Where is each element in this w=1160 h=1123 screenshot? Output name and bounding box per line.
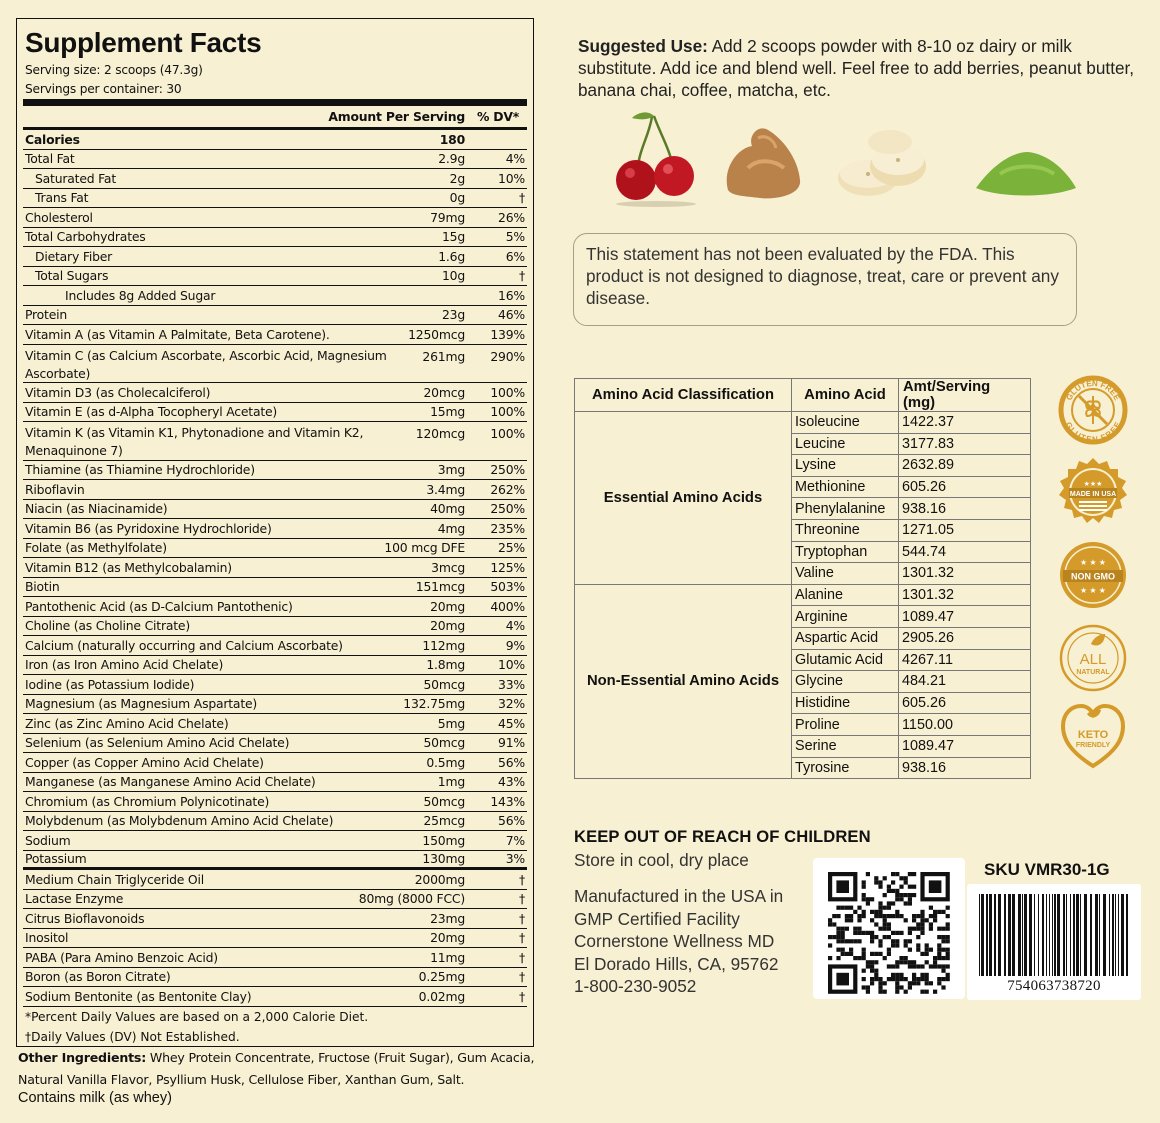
nutrient-name: Sodium Bentonite (as Bentonite Clay) bbox=[25, 988, 252, 1004]
nutrient-dv: 43% bbox=[498, 774, 525, 790]
nutrient-name: Total Fat bbox=[25, 151, 75, 167]
nutrient-amount: 3mg bbox=[437, 462, 465, 478]
nutrient-amount: 5mg bbox=[437, 715, 465, 731]
amino-acid-amount: 2632.89 bbox=[899, 455, 1031, 477]
manufacturer-line: El Dorado Hills, CA, 95762 bbox=[574, 953, 779, 974]
amino-acid-name: Glutamic Acid bbox=[792, 649, 899, 671]
amino-classification: Non-Essential Amino Acids bbox=[575, 584, 792, 778]
amino-acid-amount: 1301.32 bbox=[899, 584, 1031, 606]
amount-per-serving-header: Amount Per Serving bbox=[328, 109, 465, 124]
banana-slices-icon bbox=[830, 108, 930, 208]
facts-row bbox=[23, 890, 527, 910]
nutrient-amount: 10g bbox=[441, 268, 465, 284]
keep-out-warning: KEEP OUT OF REACH OF CHILDREN bbox=[574, 827, 871, 846]
nutrient-amount: 130mg bbox=[422, 851, 465, 867]
calories-row bbox=[23, 130, 527, 150]
amino-classification: Essential Amino Acids bbox=[575, 412, 792, 585]
facts-row bbox=[23, 929, 527, 949]
nutrient-amount: 0g bbox=[449, 190, 465, 206]
amino-acid-amount: 484.21 bbox=[899, 671, 1031, 693]
nutrient-dv: † bbox=[519, 910, 525, 926]
nutrient-amount: 120mcg bbox=[415, 426, 465, 441]
nutrient-dv: † bbox=[519, 949, 525, 965]
non-gmo-text: NON GMO bbox=[1071, 571, 1115, 582]
nutrient-dv: 33% bbox=[498, 676, 525, 692]
nutrient-name: Biotin bbox=[25, 579, 60, 595]
nutrient-name: Vitamin B12 (as Methylcobalamin) bbox=[25, 559, 232, 575]
facts-row bbox=[23, 714, 527, 734]
facts-row bbox=[23, 150, 527, 170]
amino-acid-name: Glycine bbox=[792, 671, 899, 693]
nutrient-amount: 150mg bbox=[422, 832, 465, 848]
sku-label: SKU VMR30-1G bbox=[984, 860, 1110, 879]
facts-row bbox=[23, 558, 527, 578]
facts-row bbox=[23, 519, 527, 539]
amino-acid-name: Leucine bbox=[792, 433, 899, 455]
nutrient-dv: 139% bbox=[490, 326, 525, 342]
nutrient-dv: 5% bbox=[505, 229, 525, 245]
supplement-facts-panel bbox=[16, 18, 534, 1047]
nutrient-amount: 50mcg bbox=[423, 676, 465, 692]
nutrient-name: PABA (Para Amino Benzoic Acid) bbox=[25, 949, 218, 965]
nutrient-dv: 26% bbox=[498, 209, 525, 225]
nutrient-name: Total Sugars bbox=[35, 268, 109, 284]
amino-body bbox=[575, 412, 1031, 779]
nutrient-amount: 3mcg bbox=[431, 559, 465, 575]
nutrient-amount: 0.5mg bbox=[426, 754, 465, 770]
amino-acid-amount: 1089.47 bbox=[899, 735, 1031, 757]
nutrient-dv: 262% bbox=[490, 481, 525, 497]
nutrient-name: Chromium (as Chromium Polynicotinate) bbox=[25, 793, 270, 809]
nutrient-name: Vitamin K (as Vitamin K1, Phytonadione and Vitamin K2, Menaquinone 7) bbox=[25, 425, 364, 458]
nutrient-amount: 0.25mg bbox=[418, 969, 465, 985]
fda-disclaimer: This statement has not been evaluated by the FDA. This product is not designed to diagnose, treat, care or prevent any disease. bbox=[573, 233, 1077, 326]
nutrient-dv: 235% bbox=[490, 520, 525, 536]
suggested-use-label: Suggested Use: bbox=[578, 36, 708, 56]
nutrient-amount: 80mg (8000 FCC) bbox=[358, 891, 465, 907]
nutrient-name: Vitamin A (as Vitamin A Palmitate, Beta Carotene). bbox=[25, 326, 330, 342]
allergen-statement: Contains milk (as whey) bbox=[18, 1090, 172, 1106]
nutrient-dv: † bbox=[519, 871, 525, 887]
nutrient-dv: 400% bbox=[490, 598, 525, 614]
nutrient-name: Trans Fat bbox=[35, 190, 89, 206]
facts-row bbox=[23, 812, 527, 832]
calories-value: 180 bbox=[439, 131, 465, 147]
nutrient-dv: 503% bbox=[490, 579, 525, 595]
nutrient-name: Medium Chain Triglyceride Oil bbox=[25, 871, 204, 887]
dv-header: % DV* bbox=[476, 109, 520, 124]
facts-row bbox=[23, 403, 527, 423]
nutrient-name: Manganese (as Manganese Amino Acid Chelate) bbox=[25, 774, 316, 790]
nutrient-dv: 250% bbox=[490, 501, 525, 517]
barcode bbox=[967, 884, 1141, 1000]
nutrient-name: Cholesterol bbox=[25, 209, 93, 225]
nutrient-name: Vitamin C (as Calcium Ascorbate, Ascorbic Acid, Magnesium Ascorbate) bbox=[25, 347, 387, 381]
qr-code-icon bbox=[813, 858, 965, 999]
keto-top-text: KETO bbox=[1077, 729, 1109, 741]
all-natural-bottom-text: NATURAL bbox=[1076, 669, 1110, 676]
nutrient-name: Vitamin D3 (as Cholecalciferol) bbox=[25, 384, 211, 400]
all-natural-badge-icon bbox=[1057, 622, 1129, 694]
facts-row bbox=[23, 345, 527, 384]
nutrient-dv: † bbox=[519, 268, 525, 284]
amino-acid-amount: 544.74 bbox=[899, 541, 1031, 563]
nutrient-dv: 56% bbox=[498, 754, 525, 770]
facts-row bbox=[23, 480, 527, 500]
nutrient-dv: 3% bbox=[505, 851, 525, 867]
facts-row bbox=[23, 734, 527, 754]
nutrient-name: Molybdenum (as Molybdenum Amino Acid Chelate) bbox=[25, 813, 334, 829]
amino-acid-amount: 1422.37 bbox=[899, 412, 1031, 434]
nutrient-dv: 25% bbox=[498, 540, 525, 556]
facts-row bbox=[23, 189, 527, 209]
nutrient-amount: 132.75mg bbox=[403, 696, 465, 712]
nutrient-name: Magnesium (as Magnesium Aspartate) bbox=[25, 696, 258, 712]
nutrient-dv: 91% bbox=[498, 735, 525, 751]
nutrient-name: Copper (as Copper Amino Acid Chelate) bbox=[25, 754, 264, 770]
facts-row bbox=[23, 208, 527, 228]
amino-acid-amount: 938.16 bbox=[899, 498, 1031, 520]
amino-acid-amount: 605.26 bbox=[899, 476, 1031, 498]
nutrient-amount: 15g bbox=[441, 229, 465, 245]
amino-acid-amount: 3177.83 bbox=[899, 433, 1031, 455]
amino-row bbox=[575, 584, 1031, 606]
facts-row bbox=[23, 695, 527, 715]
gluten-free-badge-icon bbox=[1057, 374, 1129, 446]
facts-row bbox=[23, 306, 527, 326]
amino-acid-name: Lysine bbox=[792, 455, 899, 477]
nutrient-dv: 100% bbox=[490, 404, 525, 420]
nutrient-name: Pantothenic Acid (as D-Calcium Pantothenic) bbox=[25, 598, 293, 614]
nutrient-name: Citrus Bioflavonoids bbox=[25, 910, 145, 926]
facts-row bbox=[23, 968, 527, 988]
amino-acid-amount: 4267.11 bbox=[899, 649, 1031, 671]
svg-text:★ ★ ★: ★ ★ ★ bbox=[1080, 558, 1106, 567]
made-in-usa-text: MADE IN USA bbox=[1069, 491, 1117, 498]
nutrient-dv: 250% bbox=[490, 462, 525, 478]
amino-acid-name: Alanine bbox=[792, 584, 899, 606]
keto-bottom-text: FRIENDLY bbox=[1075, 742, 1111, 749]
nutrient-dv: 6% bbox=[505, 248, 525, 264]
nutrient-dv: 56% bbox=[498, 813, 525, 829]
suggested-use bbox=[578, 35, 1138, 101]
nutrient-amount: 20mg bbox=[430, 930, 465, 946]
nutrient-dv: 125% bbox=[490, 559, 525, 575]
amino-acid-name: Phenylalanine bbox=[792, 498, 899, 520]
facts-row bbox=[23, 325, 527, 345]
nutrient-amount: 20mg bbox=[430, 618, 465, 634]
food-images bbox=[600, 108, 1120, 208]
serving-size: Serving size: 2 scoops (47.3g) bbox=[25, 63, 203, 77]
nutrient-amount: 2000mg bbox=[414, 871, 465, 887]
amino-acid-name: Histidine bbox=[792, 692, 899, 714]
facts-row bbox=[23, 500, 527, 520]
nutrient-amount: 1mg bbox=[437, 774, 465, 790]
nutrient-dv: † bbox=[519, 891, 525, 907]
nutrient-name: Vitamin E (as d-Alpha Tocopheryl Acetate) bbox=[25, 404, 278, 420]
nutrient-amount: 2.9g bbox=[438, 151, 465, 167]
facts-row bbox=[23, 909, 527, 929]
all-natural-top-text: ALL bbox=[1079, 651, 1107, 668]
nutrient-dv: 100% bbox=[490, 384, 525, 400]
nutrient-dv: † bbox=[519, 969, 525, 985]
nutrient-dv: † bbox=[519, 930, 525, 946]
amino-acid-name: Valine bbox=[792, 563, 899, 585]
amino-acid-amount: 938.16 bbox=[899, 757, 1031, 779]
facts-row bbox=[23, 773, 527, 793]
made-in-usa-badge-icon bbox=[1057, 456, 1129, 528]
nutrient-amount: 4mg bbox=[437, 520, 465, 536]
suggested-use-text: Add 2 scoops powder with 8-10 oz dairy or milk substitute. Add ice and blend well. Feel free to add berries, peanut butter, banana chai, coffee, matcha, etc. bbox=[578, 36, 1135, 100]
nutrient-amount: 1.8mg bbox=[426, 657, 465, 673]
amino-row bbox=[575, 412, 1031, 434]
non-gmo-badge-icon bbox=[1057, 539, 1129, 611]
facts-header-row bbox=[23, 106, 527, 127]
nutrient-dv: 290% bbox=[490, 348, 525, 364]
facts-row bbox=[23, 247, 527, 267]
nutrient-dv: 100% bbox=[490, 426, 525, 441]
facts-row bbox=[23, 851, 527, 871]
amino-acid-name: Isoleucine bbox=[792, 412, 899, 434]
nutrient-name: Zinc (as Zinc Amino Acid Chelate) bbox=[25, 715, 229, 731]
facts-row bbox=[23, 675, 527, 695]
nutrient-amount: 40mg bbox=[430, 501, 465, 517]
nutrient-name: Vitamin B6 (as Pyridoxine Hydrochloride) bbox=[25, 520, 272, 536]
nutrient-dv: 143% bbox=[490, 793, 525, 809]
manufacturer-line: Manufactured in the USA in bbox=[574, 886, 784, 906]
amino-acid-table bbox=[574, 378, 1031, 779]
nutrient-amount: 3.4mg bbox=[426, 481, 465, 497]
facts-row bbox=[23, 169, 527, 189]
nutrient-name: Total Carbohydrates bbox=[25, 229, 146, 245]
nutrient-amount: 1250mcg bbox=[408, 326, 465, 342]
servings-per-container: Servings per container: 30 bbox=[25, 82, 182, 96]
amino-acid-name: Serine bbox=[792, 735, 899, 757]
amino-acid-amount: 1089.47 bbox=[899, 606, 1031, 628]
nutrient-dv: † bbox=[519, 190, 525, 206]
footnote-not-established: †Daily Values (DV) Not Established. bbox=[25, 1029, 240, 1044]
svg-text:★ ★ ★: ★ ★ ★ bbox=[1080, 586, 1106, 595]
amino-header-classification: Amino Acid Classification bbox=[575, 379, 792, 412]
nutrient-amount: 23mg bbox=[430, 910, 465, 926]
manufacturer-line: Cornerstone Wellness MD bbox=[574, 931, 775, 951]
nutrient-dv: 46% bbox=[498, 307, 525, 323]
nutrient-dv: 45% bbox=[498, 715, 525, 731]
amino-acid-name: Arginine bbox=[792, 606, 899, 628]
keto-friendly-badge-icon bbox=[1057, 700, 1129, 772]
nutrient-name: Boron (as Boron Citrate) bbox=[25, 969, 171, 985]
manufacturer-phone: 1-800-230-9052 bbox=[574, 976, 697, 996]
facts-row bbox=[23, 948, 527, 968]
nutrient-dv: 4% bbox=[505, 151, 525, 167]
nutrient-amount: 23g bbox=[441, 307, 465, 323]
svg-text:★★★: ★★★ bbox=[1083, 481, 1103, 488]
nutrient-name: Potassium bbox=[25, 851, 87, 867]
nutrient-dv: 10% bbox=[498, 170, 525, 186]
nutrient-amount: 151mcg bbox=[415, 579, 465, 595]
manufacturer-info bbox=[574, 885, 783, 998]
amino-acid-amount: 1150.00 bbox=[899, 714, 1031, 736]
nutrient-name: Inositol bbox=[25, 930, 69, 946]
facts-row bbox=[23, 656, 527, 676]
qr-code[interactable] bbox=[813, 858, 965, 999]
nutrient-amount: 25mcg bbox=[423, 813, 465, 829]
nutrient-dv: 10% bbox=[498, 657, 525, 673]
nutrient-name: Thiamine (as Thiamine Hydrochloride) bbox=[25, 462, 255, 478]
nutrient-amount: 11mg bbox=[430, 949, 465, 965]
nutrient-name: Niacin (as Niacinamide) bbox=[25, 501, 168, 517]
amino-acid-name: Threonine bbox=[792, 519, 899, 541]
facts-row bbox=[23, 792, 527, 812]
amino-acid-name: Proline bbox=[792, 714, 899, 736]
amino-header-row bbox=[575, 379, 1031, 412]
facts-row bbox=[23, 422, 527, 461]
nutrient-amount: 2g bbox=[449, 170, 465, 186]
facts-row bbox=[23, 461, 527, 481]
amino-header-amount: Amt/Serving (mg) bbox=[899, 379, 1031, 412]
facts-row bbox=[23, 286, 527, 306]
nutrient-name: Includes 8g Added Sugar bbox=[65, 287, 216, 303]
storage-instructions: Store in cool, dry place bbox=[574, 850, 749, 870]
nutrient-amount: 79mg bbox=[430, 209, 465, 225]
nutrient-dv: 4% bbox=[505, 618, 525, 634]
nutrient-amount: 1.6g bbox=[438, 248, 465, 264]
facts-row bbox=[23, 578, 527, 598]
nutrient-name: Choline (as Choline Citrate) bbox=[25, 618, 190, 634]
nutrient-dv: † bbox=[519, 988, 525, 1004]
nutrient-amount: 20mg bbox=[430, 598, 465, 614]
barcode-number: 754063738720 bbox=[1007, 978, 1101, 994]
nutrient-amount: 100 mcg DFE bbox=[384, 540, 465, 556]
amino-acid-amount: 2905.26 bbox=[899, 627, 1031, 649]
nutrient-name: Riboflavin bbox=[25, 481, 85, 497]
amino-acid-name: Methionine bbox=[792, 476, 899, 498]
facts-row bbox=[23, 539, 527, 559]
nutrient-name: Dietary Fiber bbox=[35, 248, 113, 264]
facts-row bbox=[23, 870, 527, 890]
nutrient-amount: 0.02mg bbox=[418, 988, 465, 1004]
nutrient-name: Iron (as Iron Amino Acid Chelate) bbox=[25, 657, 224, 673]
nutrient-amount: 15mg bbox=[430, 404, 465, 420]
facts-row bbox=[23, 383, 527, 403]
nutrient-dv: 16% bbox=[498, 287, 525, 303]
matcha-powder-icon bbox=[970, 108, 1080, 208]
amino-acid-amount: 1301.32 bbox=[899, 563, 1031, 585]
amino-acid-name: Tyrosine bbox=[792, 757, 899, 779]
amino-acid-amount: 1271.05 bbox=[899, 519, 1031, 541]
nutrient-amount: 50mcg bbox=[423, 793, 465, 809]
nutrient-name: Iodine (as Potassium Iodide) bbox=[25, 676, 195, 692]
footnote-dv: *Percent Daily Values are based on a 2,000 Calorie Diet. bbox=[25, 1009, 369, 1024]
nutrient-dv: 32% bbox=[498, 696, 525, 712]
nutrient-name: Sodium bbox=[25, 832, 71, 848]
nutrient-name: Folate (as Methylfolate) bbox=[25, 540, 167, 556]
other-ingredients bbox=[18, 1047, 538, 1091]
facts-rows bbox=[23, 150, 527, 1007]
peanut-butter-icon bbox=[718, 108, 808, 208]
facts-row bbox=[23, 831, 527, 851]
gluten-free-top-text: GLUTEN FREE bbox=[1064, 378, 1122, 402]
facts-row bbox=[23, 753, 527, 773]
nutrient-amount: 261mg bbox=[422, 348, 465, 364]
nutrient-dv: 9% bbox=[505, 637, 525, 653]
facts-row bbox=[23, 267, 527, 287]
facts-row bbox=[23, 617, 527, 637]
nutrient-amount: 50mcg bbox=[423, 735, 465, 751]
nutrient-name: Protein bbox=[25, 307, 68, 323]
amino-acid-amount: 605.26 bbox=[899, 692, 1031, 714]
facts-row bbox=[23, 228, 527, 248]
facts-row bbox=[23, 636, 527, 656]
nutrient-dv: 7% bbox=[505, 832, 525, 848]
cherries-icon bbox=[608, 108, 708, 208]
gluten-free-bottom-text: GLUTEN FREE bbox=[1063, 420, 1123, 445]
nutrient-amount: 112mg bbox=[422, 637, 465, 653]
nutrient-name: Lactase Enzyme bbox=[25, 891, 124, 907]
amino-acid-name: Aspartic Acid bbox=[792, 627, 899, 649]
manufacturer-line: GMP Certified Facility bbox=[574, 908, 740, 929]
nutrient-name: Calcium (naturally occurring and Calcium Ascorbate) bbox=[25, 637, 343, 653]
other-ingredients-label: Other Ingredients: bbox=[18, 1050, 147, 1065]
nutrient-name: Saturated Fat bbox=[35, 170, 116, 186]
facts-row bbox=[23, 597, 527, 617]
nutrient-amount: 20mcg bbox=[423, 384, 465, 400]
facts-row bbox=[23, 987, 527, 1007]
amino-header-acid: Amino Acid bbox=[792, 379, 899, 412]
other-ingredients-text: Whey Protein Concentrate, Fructose (Fruit Sugar), Gum Acacia, Natural Vanilla Flavor, Psyllium Husk, Cellulose Fiber, Xanthan Gum, Salt. bbox=[18, 1050, 535, 1087]
barcode-icon bbox=[967, 884, 1141, 979]
amino-acid-name: Tryptophan bbox=[792, 541, 899, 563]
calories-label: Calories bbox=[25, 131, 80, 147]
facts-title: Supplement Facts bbox=[25, 27, 262, 58]
nutrient-name: Selenium (as Selenium Amino Acid Chelate) bbox=[25, 735, 290, 751]
